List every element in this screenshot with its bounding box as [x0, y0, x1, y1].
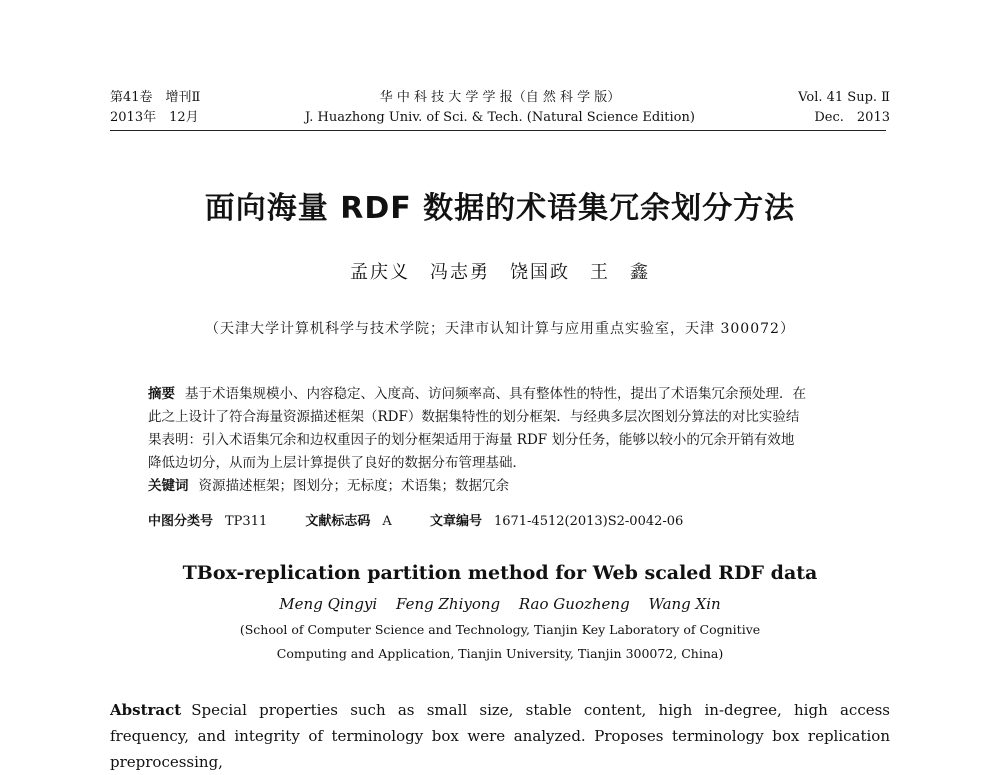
abstract-en: [110, 697, 890, 775]
author-en: Feng Zhiyong: [395, 595, 501, 613]
abstract-cn-line: 降低边切分，从而为上层计算提供了良好的数据分布管理基础．: [148, 455, 526, 471]
abstract-cn: [148, 383, 858, 498]
author-en: Wang Xin: [648, 595, 721, 613]
article-no-label: 文章编号: [429, 514, 482, 529]
abstract-cn-line: 果表明：引入术语集冗余和边权重因子的划分框架适用于海量 RDF 划分任务，能够以较小的冗余开销有效地: [148, 432, 795, 448]
doc-code-value: A: [382, 514, 392, 529]
author-en: Rao Guozheng: [518, 595, 630, 613]
author-en: Meng Qingyi: [279, 595, 378, 613]
volume-issue: 第41卷 增刊Ⅱ: [110, 90, 201, 105]
abstract-cn-line: 摘要 基于术语集规模小、内容稳定、入度高、访问频率高、具有整体性的特性，提出了术语集冗余预处理．在: [148, 386, 806, 402]
authors-cn: 孟庆义 冯志勇 饶国政 王 鑫: [350, 262, 650, 283]
affiliation-en-line1: (School of Computer Science and Technology, Tianjin Key Laboratory of Cognitive: [239, 622, 761, 637]
journal-name-cn: 华 中 科 技 大 学 学 报（自 然 科 学 版）: [379, 90, 621, 105]
affiliation-en-line2: Computing and Application, Tianjin University, Tianjin 300072, China): [276, 646, 724, 661]
affiliation-cn: （天津大学计算机科学与技术学院；天津市认知计算与应用重点实验室，天津 300072）: [205, 321, 795, 337]
article-no-value: 1671-4512(2013)S2-0042-06: [493, 514, 684, 529]
year-month: 2013年 12月: [110, 110, 199, 125]
keywords-cn-label: 关键词: [148, 478, 189, 494]
abstract-en-text: Special properties such as small size, stable content, high in-degree, high access frequency, and integrity of terminology box were analyzed. Proposes terminology box replication preprocessing,: [110, 701, 890, 771]
journal-name-en: J. Huazhong Univ. of Sci. & Tech. (Natural Science Edition): [305, 110, 695, 125]
paper-title-en: TBox-replication partition method for Web scaled RDF data: [182, 562, 818, 584]
abstract-cn-line: 此之上设计了符合海量资源描述框架（RDF）数据集特性的划分框架．与经典多层次图划分算法的对比实验结: [148, 409, 800, 425]
classification-info: [148, 510, 695, 529]
volume-issue-en: Vol. 41 Sup. Ⅱ: [798, 90, 890, 105]
authors-en: [0, 595, 1000, 613]
clc-label: 中图分类号: [148, 514, 214, 529]
date-en: Dec. 2013: [814, 110, 890, 125]
header-divider: [110, 130, 886, 131]
clc-value: TP311: [225, 514, 268, 529]
abstract-cn-label: 摘要: [148, 386, 175, 402]
journal-volume-en: [798, 88, 890, 128]
paper-title-cn: 面向海量 RDF 数据的术语集冗余划分方法: [204, 191, 796, 226]
doc-code-label: 文献标志码: [305, 514, 371, 529]
abstract-en-label: Abstract: [110, 701, 182, 719]
keywords-cn: 关键词 资源描述框架；图划分；无标度；术语集；数据冗余: [148, 478, 509, 494]
